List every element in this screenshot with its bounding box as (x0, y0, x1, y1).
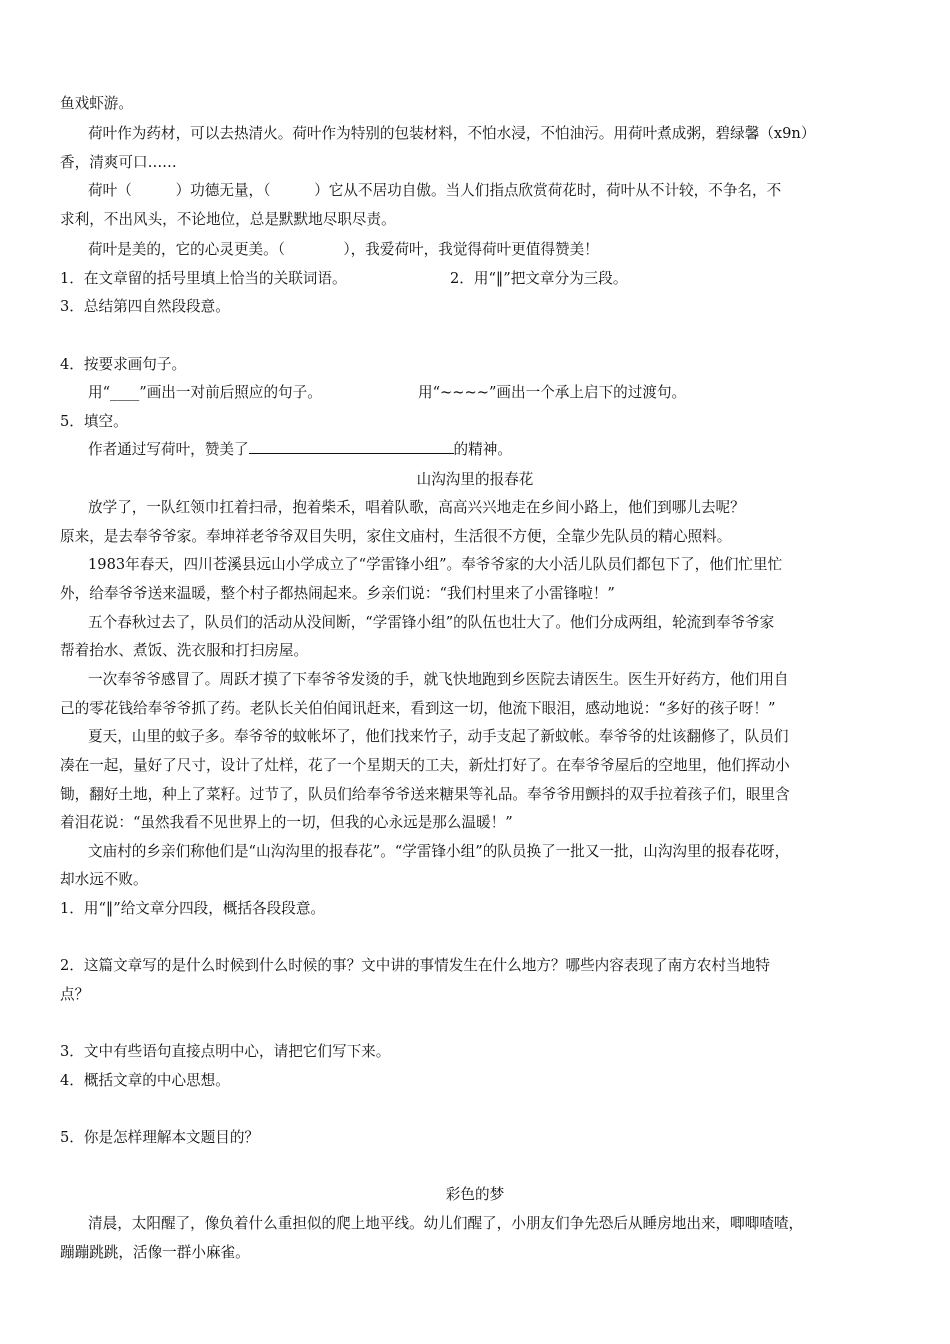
passage2-line: 放学了，一队红领巾扛着扫帚，抱着柴禾，唱着队歌，高高兴兴地走在乡间小路上，他们到哪儿去呢？ (88, 499, 745, 516)
passage3-title: 彩色的梦 (445, 1186, 505, 1203)
passage2-line: 五个春秋过去了，队员们的活动从没间断，“学雷锋小组”的队伍也壮大了。他们分成两组，轮流到奉爷爷家 (88, 614, 775, 631)
question-5: 5．你是怎样理解本文题目的？ (60, 1129, 260, 1146)
question-4-subrow (88, 383, 888, 403)
passage1-line: 荷叶作为药材，可以去热清火。荷叶作为特别的包装材料，不怕水浸，不怕油污。用荷叶煮成粥，碧绿馨（x9n） (88, 125, 816, 142)
passage1-line: 荷叶（ ）功德无量，（ ）它从不居功自傲。当人们指点欣赏荷花时，荷叶从不计较，不争名，不 (88, 182, 782, 199)
question-5-fill (88, 440, 512, 460)
passage2-line: 原来，是去奉爷爷家。奉坤祥老爷爷双目失明，家住文庙村，生活很不方便，全靠少先队员的精心照料。 (60, 528, 732, 545)
question-1: 1．在文章留的括号里填上恰当的关联词语。 (60, 270, 347, 287)
passage2-line: 帮着抬水、煮饭、洗衣服和打扫房屋。 (60, 642, 309, 659)
passage2-line: 一次奉爷爷感冒了。周跃才摸了下奉爷爷发烫的手，就飞快地跑到乡医院去请医生。医生开好药方，他们用自 (88, 671, 789, 688)
passage2-line: 己的零花钱给奉爷爷抓了药。老队长关伯伯闻讯赶来，看到这一切，他流下眼泪，感动地说：“多好的孩子呀！” (60, 700, 776, 717)
passage1-line: 求利，不出风头，不论地位，总是默默地尽职尽责。 (60, 211, 396, 228)
passage1-line: 荷叶是美的，它的心灵更美。（ ），我爱荷叶，我觉得荷叶更值得赞美！ (88, 241, 599, 258)
passage2-line: 1983年春天，四川苍溪县远山小学成立了“学雷锋小组”。奉爷爷家的大小活儿队员们都包下了，他们忙里忙 (88, 556, 783, 573)
question-5: 5．填空。 (60, 413, 128, 430)
passage1-line: 香，清爽可口…… (60, 154, 177, 171)
passage2-line: 文庙村的乡亲们称他们是“山沟沟里的报春花”。“学雷锋小组”的队员换了一批又一批，山沟沟里的报春花呀， (88, 843, 790, 860)
passage2-line: 锄，翻好土地，种上了菜籽。过节了，队员们给奉爷爷送来糖果等礼品。奉爷爷用颤抖的双手拉着孩子们，眼里含 (60, 786, 790, 803)
passage2-line: 夏天，山里的蚊子多。奉爷爷的蚊帐坏了，他们找来竹子，动手支起了新蚊帐。奉爷爷的灶该翻修了，队员们 (88, 728, 789, 745)
question-1: 1．用“‖”给文章分四段，概括各段段意。 (60, 900, 326, 917)
question-4a: 用“____”画出一对前后照应的句子。 (88, 384, 322, 401)
passage2-line: 却水远不败。 (60, 871, 148, 888)
passage1-line: 鱼戏虾游。 (60, 95, 133, 112)
passage3-line: 蹦蹦跳跳，活像一群小麻雀。 (60, 1244, 250, 1261)
passage2-line: 着泪花说：“虽然我看不见世界上的一切，但我的心永远是那么温暖！” (60, 814, 513, 831)
question-3: 3．总结第四自然段段意。 (60, 298, 230, 315)
question-4: 4．概括文章的中心思想。 (60, 1072, 230, 1089)
fill-suffix: 的精神。 (453, 441, 512, 458)
question-row (60, 269, 890, 289)
question-2: 2．用“‖”把文章分为三段。 (450, 270, 628, 287)
passage2-line: 外，给奉爷爷送来温暖，整个村子都热闹起来。乡亲们说：“我们村里来了小雷锋啦！” (60, 585, 615, 602)
passage2-line: 凑在一起，量好了尺寸，设计了灶样，花了一个星期天的工夫，新灶打好了。在奉爷爷屋后的空地里，他们挥动小 (60, 757, 790, 774)
passage2-title: 山沟沟里的报春花 (416, 471, 534, 488)
fill-blank[interactable] (249, 453, 454, 454)
question-4b: 用“~~~~”画出一个承上启下的过渡句。 (418, 384, 687, 401)
question-2-cont: 点？ (60, 986, 90, 1003)
question-4: 4．按要求画句子。 (60, 356, 187, 373)
question-2: 2．这篇文章写的是什么时候到什么时候的事？文中讲的事情发生在什么地方？哪些内容表现了南方农村当地特 (60, 957, 770, 974)
question-3: 3．文中有些语句直接点明中心，请把它们写下来。 (60, 1043, 391, 1060)
passage3-line: 清晨，太阳醒了，像负着什么重担似的爬上地平线。幼儿们醒了，小朋友们争先恐后从睡房地出来，唧唧喳喳， (88, 1215, 804, 1232)
fill-prefix: 作者通过写荷叶，赞美了 (88, 441, 249, 458)
